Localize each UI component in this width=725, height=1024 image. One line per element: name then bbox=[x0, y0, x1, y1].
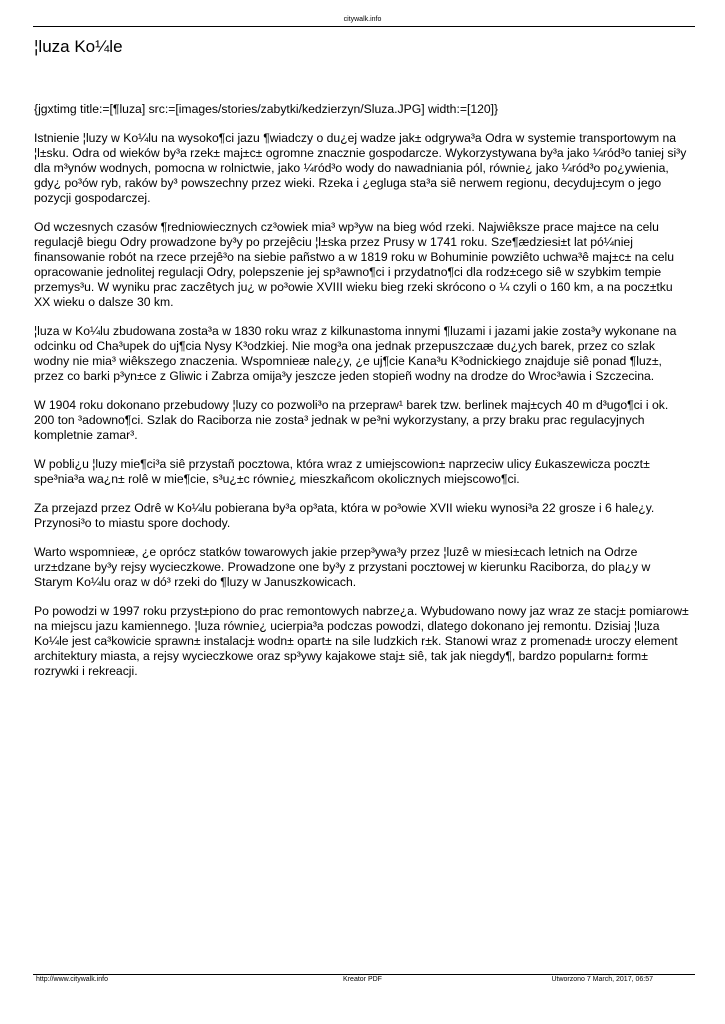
paragraph: Od wczesnych czasów ¶redniowiecznych cz³owiek mia³ wp³yw na bieg wód rzeki. Najwiêksze prace maj±ce na celu regulacjê biegu Odry prowadzone by³y po przejêciu ¦l±ska przez Prusy w 1741 roku. Sze¶ædziesi±t lat pó¼niej finansowanie robót na rzece przejê³o na siebie pañstwo a w 1819 roku w Bohuminie powziêto uchwa³ê maj±c± na celu opracowanie jednolitej regulacji Odry, polepszenie jej sp³awno¶ci i przydatno¶ci dla rodz±cego siê w szybkim tempie przemys³u. W wyniku prac zaczêtych ju¿ w po³owie XVIII wieku bieg rzeki skrócono o ¼ czyli o 160 km, a na pocz±tku XX wieku o dalsze 30 km. bbox=[34, 220, 675, 309]
footer-divider bbox=[33, 974, 695, 975]
paragraph: {jgxtimg title:=[¶luza] src:=[images/stories/zabytki/kedzierzyn/Sluza.JPG] width:=[120]} bbox=[34, 102, 499, 116]
paragraph: Po powodzi w 1997 roku przyst±piono do prac remontowych nabrze¿a. Wybudowano nowy jaz wraz ze stacj± pomiarow± na miejscu jazu kamiennego. ¦luza równie¿ ucierpia³a podczas powodzi, dlatego dokonano jej remontu. Dzisiaj ¦luza Ko¼le jest ca³kowicie sprawn± instalacj± wodn± opart± na sile ludzkich r±k. Stanowi wraz z promenad± uroczy element architektury miasta, a rejsy wycieczkowe oraz sp³ywy kajakowe staj± siê, tak jak niegdy¶, bardzo popularn± form± rozrywki i rekreacji. bbox=[34, 604, 689, 678]
paragraph: W pobli¿u ¦luzy mie¶ci³a siê przystañ pocztowa, która wraz z umiejscowion± naprzeciw ulicy £ukaszewicza poczt± spe³nia³a wa¿n± rolê w mie¶cie, s³u¿±c równie¿ mieszkañcom okolicznych miejscowo¶ci. bbox=[34, 457, 650, 486]
paragraph: Istnienie ¦luzy w Ko¼lu na wysoko¶ci jazu ¶wiadczy o du¿ej wadze jak± odgrywa³a Odra w systemie transportowym na ¦l±sku. Odra od wieków by³a rzek± maj±c± ogromne znacznie gospodarcze. Wykorzystywana by³a jako ¼ród³o taniej si³y dla m³ynów wodnych, pomocna w rolnictwie, jako ¼ród³o wody do nawadniania pól, równie¿ jako ¼ród³o po¿ywienia, gdy¿ po³ów ryb, raków by³ powszechny przez wieki. Rzeka i ¿egluga sta³a siê nerwem regionu, decyduj±cym o jego pozycji gospodarczej. bbox=[34, 131, 687, 205]
footer-creator: Kreator PDF bbox=[343, 976, 382, 983]
header-divider bbox=[33, 26, 695, 27]
footer-created-date: Utworzono 7 March, 2017, 06:57 bbox=[551, 976, 653, 983]
paragraph: Warto wspomnieæ, ¿e oprócz statków towarowych jakie przep³ywa³y przez ¦luzê w miesi±cach letnich na Odrze urz±dzane by³y rejsy wycieczkowe. Prowadzone one by³y z przystani pocztowej w kierunku Raciborza, do pla¿y w Starym Ko¼lu oraz w dó³ rzeki do ¶luzy w Januszkowicach. bbox=[34, 545, 651, 589]
footer-site-link[interactable]: http://www.citywalk.info bbox=[36, 976, 108, 983]
paragraph: W 1904 roku dokonano przebudowy ¦luzy co pozwoli³o na przepraw¹ barek tzw. berlinek maj±cych 40 m d³ugo¶ci i ok. 200 ton ³adowno¶ci. Szlak do Raciborza nie zosta³ jednak w pe³ni wykorzystany, a przy braku prac regulacyjnych kompletnie zamar³. bbox=[34, 398, 669, 442]
article-body bbox=[34, 102, 690, 693]
paragraph: Za przejazd przez Odrê w Ko¼lu pobierana by³a op³ata, która w po³owie XVII wieku wynosi³a 22 grosze i 6 hale¿y. Przynosi³o to miastu spore dochody. bbox=[34, 501, 655, 530]
header-site-name: citywalk.info bbox=[343, 16, 382, 23]
article-title: ¦luza Ko¼le bbox=[34, 37, 123, 56]
paragraph: ¦luza w Ko¼lu zbudowana zosta³a w 1830 roku wraz z kilkunastoma innymi ¶luzami i jazami jakie zosta³y wykonane na odcinku od Cha³upek do uj¶cia Nysy K³odzkiej. Nie mog³a ona jednak przepuszczaæ du¿ych barek, przez co szlak wodny nie mia³ wiêkszego znaczenia. Wspomnieæ nale¿y, ¿e uj¶cie Kana³u K³odnickiego znajduje siê ponad ¶luz±, przez co barki p³yn±ce z Gliwic i Zabrza omija³y jeszcze jeden stopieñ wodny na drodze do Wroc³awia i Szczecina. bbox=[34, 324, 677, 383]
